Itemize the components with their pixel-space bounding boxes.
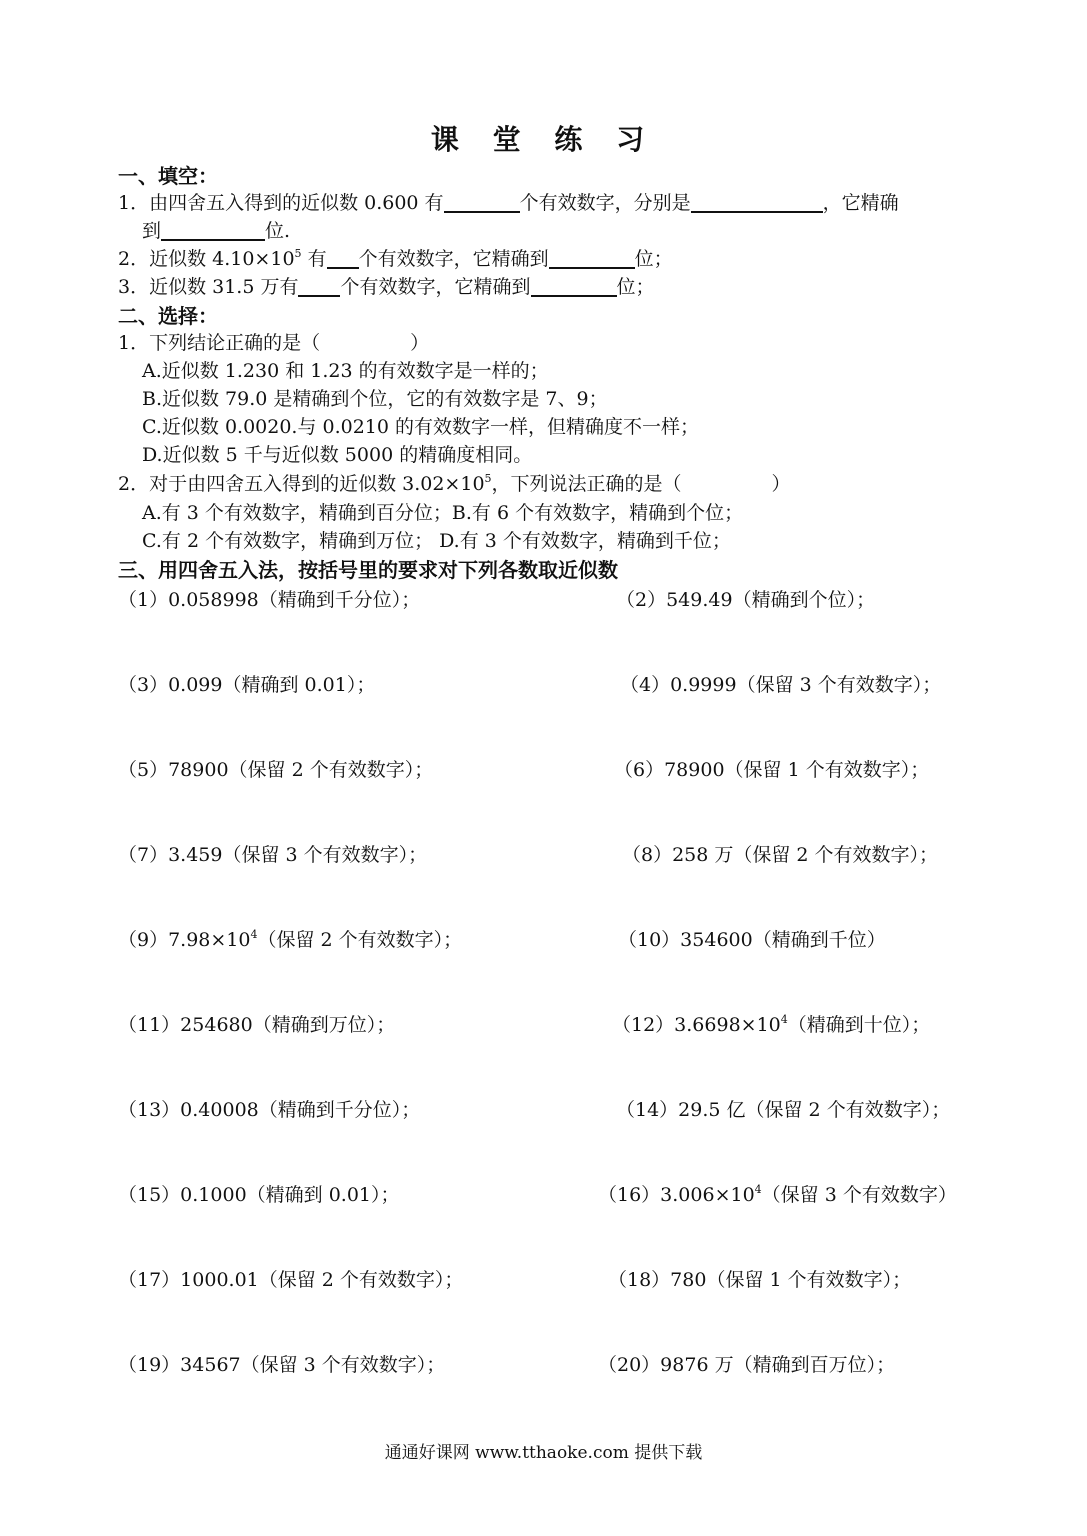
choice-question-2 bbox=[118, 469, 791, 496]
fill-q1-text-e: 位. bbox=[265, 220, 291, 242]
rounding-item-5: （5）78900（保留 2 个有效数字）； bbox=[118, 759, 434, 781]
rounding-item-17: （17）1000.01（保留 2 个有效数字）； bbox=[118, 1269, 464, 1291]
rounding-item-9-b: （保留 2 个有效数字）； bbox=[257, 929, 463, 951]
rounding-item-12 bbox=[612, 1010, 930, 1037]
fill-q1-text-d: 到 bbox=[142, 220, 162, 242]
fill-q2-text-b: 有 bbox=[301, 248, 327, 270]
exponent: 5 bbox=[484, 472, 492, 485]
footer-credit: 通通好课网 www.tthaoke.com 提供下载 bbox=[384, 1443, 703, 1463]
rounding-item-12-a: （12）3.6698×10 bbox=[612, 1014, 781, 1036]
fill-q2-text-c: 个有效数字，它精确到 bbox=[358, 248, 549, 270]
rounding-item-16-b: （保留 3 个有效数字） bbox=[761, 1184, 957, 1206]
choice-q1-option-b: B.近似数 79.0 是精确到个位，它的有效数字是 7、9； bbox=[142, 388, 608, 410]
choice-q2-options-cd: C.有 2 个有效数字，精确到万位； D.有 3 个有效数字，精确到千位； bbox=[142, 530, 731, 552]
fill-q1-text-a: 1．由四舍五入得到的近似数 0.600 有 bbox=[118, 192, 444, 214]
rounding-item-9 bbox=[118, 925, 462, 952]
rounding-item-7: （7）3.459（保留 3 个有效数字）； bbox=[118, 844, 428, 866]
fill-question-3 bbox=[118, 272, 655, 299]
rounding-item-9-a: （9）7.98×10 bbox=[118, 929, 251, 951]
rounding-item-6: （6）78900（保留 1 个有效数字）； bbox=[614, 759, 930, 781]
choice-q2-stem-a: 2．对于由四舍五入得到的近似数 3.02×10 bbox=[118, 473, 485, 495]
answer-blank[interactable] bbox=[327, 247, 359, 269]
rounding-item-11: （11）254680（精确到万位）； bbox=[118, 1014, 396, 1036]
fill-question-1 bbox=[118, 188, 899, 215]
answer-blank[interactable] bbox=[691, 191, 823, 213]
rounding-item-12-b: （精确到十位）； bbox=[787, 1014, 931, 1036]
rounding-item-15: （15）0.1000（精确到 0.01）； bbox=[118, 1184, 400, 1206]
choice-q1-option-c: C.近似数 0.0020.与 0.0210 的有效数字一样，但精确度不一样； bbox=[142, 416, 700, 438]
choice-q1-option-d: D.近似数 5 千与近似数 5000 的精确度相同。 bbox=[142, 444, 533, 466]
section-rounding-heading: 三、用四舍五入法，按括号里的要求对下列各数取近似数 bbox=[118, 558, 618, 582]
exponent: 4 bbox=[780, 1013, 788, 1026]
exponent: 5 bbox=[294, 247, 302, 260]
rounding-item-13: （13）0.40008（精确到千分位）； bbox=[118, 1099, 421, 1121]
rounding-item-20: （20）9876 万（精确到百万位）； bbox=[598, 1354, 896, 1376]
answer-blank[interactable] bbox=[161, 219, 265, 241]
fill-q2-text-a: 2．近似数 4.10×10 bbox=[118, 248, 295, 270]
fill-q2-text-d: 位； bbox=[634, 248, 673, 270]
rounding-item-18: （18）780（保留 1 个有效数字）； bbox=[608, 1269, 912, 1291]
rounding-item-16 bbox=[598, 1180, 957, 1207]
answer-blank[interactable] bbox=[298, 275, 340, 297]
choice-q1-close: ） bbox=[410, 332, 430, 354]
section-choice-heading: 二、选择： bbox=[118, 304, 218, 328]
answer-blank[interactable] bbox=[549, 247, 635, 269]
fill-q3-text-b: 个有效数字，它精确到 bbox=[340, 276, 531, 298]
rounding-item-1: （1）0.058998（精确到千分位）； bbox=[118, 589, 421, 611]
choice-q2-close: ） bbox=[771, 473, 791, 495]
rounding-item-16-a: （16）3.006×10 bbox=[598, 1184, 755, 1206]
rounding-item-8: （8）258 万（保留 2 个有效数字）； bbox=[622, 844, 939, 866]
rounding-item-14: （14）29.5 亿（保留 2 个有效数字）； bbox=[616, 1099, 951, 1121]
answer-blank[interactable] bbox=[444, 191, 520, 213]
choice-q1-option-a: A.近似数 1.230 和 1.23 的有效数字是一样的； bbox=[142, 360, 549, 382]
choice-q2-options-ab: A.有 3 个有效数字，精确到百分位；B.有 6 个有效数字，精确到个位； bbox=[142, 502, 744, 524]
fill-q1-text-b: 个有效数字，分别是 bbox=[519, 192, 691, 214]
rounding-item-4: （4）0.9999（保留 3 个有效数字）； bbox=[620, 674, 942, 696]
choice-question-1 bbox=[118, 328, 429, 355]
fill-question-1-cont bbox=[142, 216, 290, 243]
fill-question-2 bbox=[118, 244, 673, 271]
rounding-item-3: （3）0.099（精确到 0.01）； bbox=[118, 674, 376, 696]
fill-q1-text-c: ，它精确 bbox=[822, 192, 899, 214]
page-title: 课 堂 练 习 bbox=[430, 123, 657, 156]
rounding-item-2: （2）549.49（精确到个位）； bbox=[616, 589, 876, 611]
rounding-item-10: （10）354600（精确到千位） bbox=[618, 929, 886, 951]
choice-q2-stem-b: ，下列说法正确的是（ bbox=[491, 473, 682, 495]
fill-q3-text-a: 3．近似数 31.5 万有 bbox=[118, 276, 299, 298]
fill-q3-text-c: 位； bbox=[616, 276, 655, 298]
rounding-item-19: （19）34567（保留 3 个有效数字）； bbox=[118, 1354, 446, 1376]
exponent: 4 bbox=[754, 1183, 762, 1196]
section-fill-in-heading: 一、填空： bbox=[118, 164, 218, 188]
choice-q1-stem: 1．下列结论正确的是（ bbox=[118, 332, 321, 354]
exponent: 4 bbox=[250, 928, 258, 941]
answer-blank[interactable] bbox=[531, 275, 617, 297]
